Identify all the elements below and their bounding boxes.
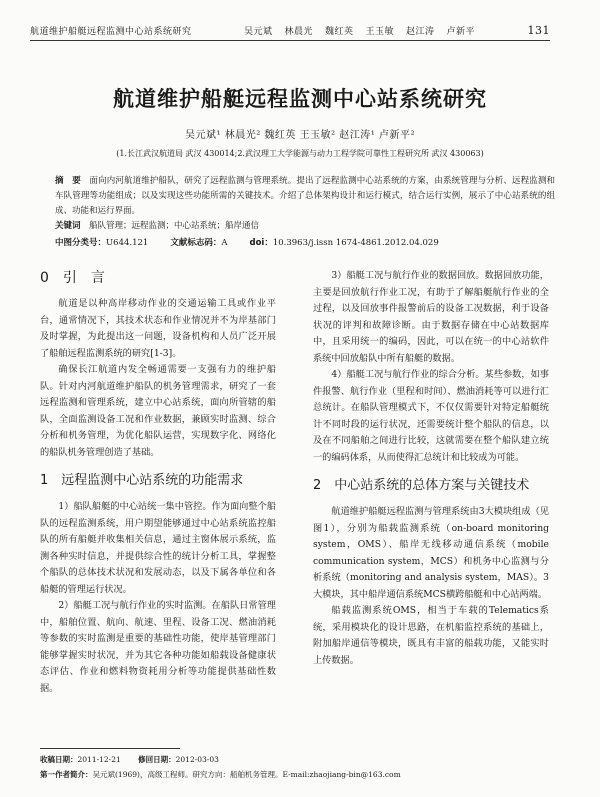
running-head-author: 魏红英: [324, 26, 354, 37]
doi-value: 10.3963/j.issn 1674-4861.2012.04.029: [272, 238, 439, 248]
running-head-author: 王玉敏: [365, 26, 395, 37]
doc-code-value: A: [221, 238, 228, 248]
right-column: [313, 268, 549, 669]
keywords-label: 关键词: [55, 221, 81, 231]
section-1-paragraph: 1）船队船艇的中心站统一集中管控。作为面向整个船队的远程监测系统，用户期望能够通过中心站系统监控船队的所有船艇并收集相关信息，通过主窗体展示系统，监测各种实时信息，并提供综合性的统计分析工具，掌握整个船队的总体技术状况和发展动态，以及下属各单位和各船艇的管理运行状况。: [40, 501, 276, 595]
header-rule: [30, 40, 550, 41]
abstract-label: 摘 要: [55, 176, 81, 186]
abstract: [55, 174, 555, 234]
received-label: 收稿日期：: [40, 755, 78, 764]
author-info: 吴元斌(1969)，高级工程师。研究方向：船舶机务管理。E-mail:zhaojiang-bin@163.com: [92, 770, 401, 779]
keywords-text: 船队管理；远程监测；中心站系统；船岸通信: [89, 221, 260, 231]
section-1-paragraph: 2）船艇工况与航行作业的实时监测。在船队日常管理中，船舶位置、航向、航速、里程、设备工况、燃油消耗等参数的实时监测是重要的基础性功能，使岸基管理部门能够掌握实时状况，并为其它各种功能如船载设备健康状态评估、作业和燃料物资耗用分析等功能提供基础性数据。: [40, 600, 276, 694]
received-date: 2011-12-21: [77, 755, 121, 764]
running-head-authors: [244, 24, 475, 37]
classification-row: [55, 236, 555, 248]
section-2-paragraph: 航道维护船艇远程监测与管理系统由3大模块组成（见图1），分别为船载监测系统（on-board monitoring system，OMS）、船岸无线移动通信系统（mobile communication system，MCS）和机务中心监测与分析系统（monitoring and analysis system，MAS）。3大模块，其中船岸通信系统MCS横跨船艇和中心站两端。: [313, 506, 549, 600]
revised-label: 修回日期：: [138, 755, 176, 764]
clc-label: 中图分类号：: [55, 238, 107, 248]
running-head-author: 吴元斌: [243, 26, 273, 37]
left-column: [40, 268, 276, 697]
section-2-paragraph: 船载监测系统OMS，相当于车载的Telematics系统，采用模块化的设计思路，在机船监控系统的基础上，附加船岸通信等模块，既具有丰富的船载功能，又能实时上传数据。: [313, 605, 549, 666]
running-head-author: 林晨光: [284, 26, 313, 37]
doi-label: doi：: [249, 238, 273, 248]
revised-date: 2012-03-03: [175, 755, 219, 764]
intro-heading: 0 引 言: [40, 270, 105, 286]
running-head: [30, 22, 550, 38]
section-2-heading: 2 中心站系统的总体方案与关键技术: [313, 478, 530, 493]
running-head-author: 卢新平: [446, 26, 476, 37]
footnote: [40, 752, 560, 782]
doc-code-label: 文献标志码：: [170, 238, 222, 248]
author-info-label: 第一作者简介：: [40, 770, 93, 779]
page-title: 航道维护船艇远程监测中心站系统研究: [113, 87, 487, 111]
intro-paragraph: 航道是以种高岸移动作业的交通运输工具或作业平台，通常情况下，其技术状态和作业情况并不为岸基部门及时掌握，为此提出这一问题，设备机构和人员广泛开展了船舶远程监测系统的研究[1-3]。: [40, 298, 276, 359]
abstract-text: 面向内河航道维护船队，研究了远程监测与管理系统。提出了远程监测中心站系统的方案，由系统管理与分析、远程监测和车队管理等功能组成；以及实现这些功能所需的关键技术。介绍了总体架构设计和运行模式，结合运行实例，展示了中心站系统的组成、功能和运行界面。: [55, 176, 555, 216]
section-1-heading: 1 远程监测中心站系统的功能需求: [40, 473, 244, 488]
clc-value: U644.121: [106, 238, 149, 248]
intro-paragraph: 确保长江航道内发全畅通需要一支强有力的维护船队。针对内河航道维护船队的机务管理需求，研究了一套远程监测和管理系统，建立中心站系统，面向所管辖的船队，全面监测设备工况和作业数据，兼顾实时监测、综合分析和机务管理，为优化船队运营，实现数字化、网络化的船队机务管理创造了基础。: [40, 364, 276, 458]
page-number: 131: [527, 23, 550, 37]
running-head-title: 航道维护船艇远程监测中心站系统研究: [30, 26, 192, 37]
section-1-paragraph: 3）船艇工况与航行作业的数据回放。数据回放功能，主要是回放航行作业工况，有助于了解船艇航行作业的全过程，以及回放事件报警前后的设备工况数据，利于设备状况的评判和故障诊断。由于数据存储在中心站数据库中，且采用统一的编码，因此，可以在统一的中心站软件系统中回放船队中所有船艇的数据。: [313, 270, 549, 364]
authors-line: 吴元斌¹ 林晨光² 魏红英 王玉敏² 赵江涛¹ 卢新平²: [185, 130, 415, 141]
running-head-author: 赵江涛: [406, 26, 435, 37]
footnote-rule: [40, 748, 180, 749]
affiliations: (1.长江武汉航道局 武汉 430014;2.武汉理工大学能源与动力工程学院可靠性工程研究所 武汉 430063): [116, 149, 484, 158]
section-1-paragraph: 4）船艇工况与航行作业的综合分析。某些参数，如事件报警、航行作业（里程和时间）、燃油消耗等可以进行汇总统计。在船队管理模式下，不仅仅需要针对特定船艇统计不同时段的运行状况，还需要统计整个船队的信息，以及在不同船舶之间进行比较，这就需要在整个船队建立统一的编码体系，从而使得汇总统计和比较成为可能。: [313, 369, 549, 463]
